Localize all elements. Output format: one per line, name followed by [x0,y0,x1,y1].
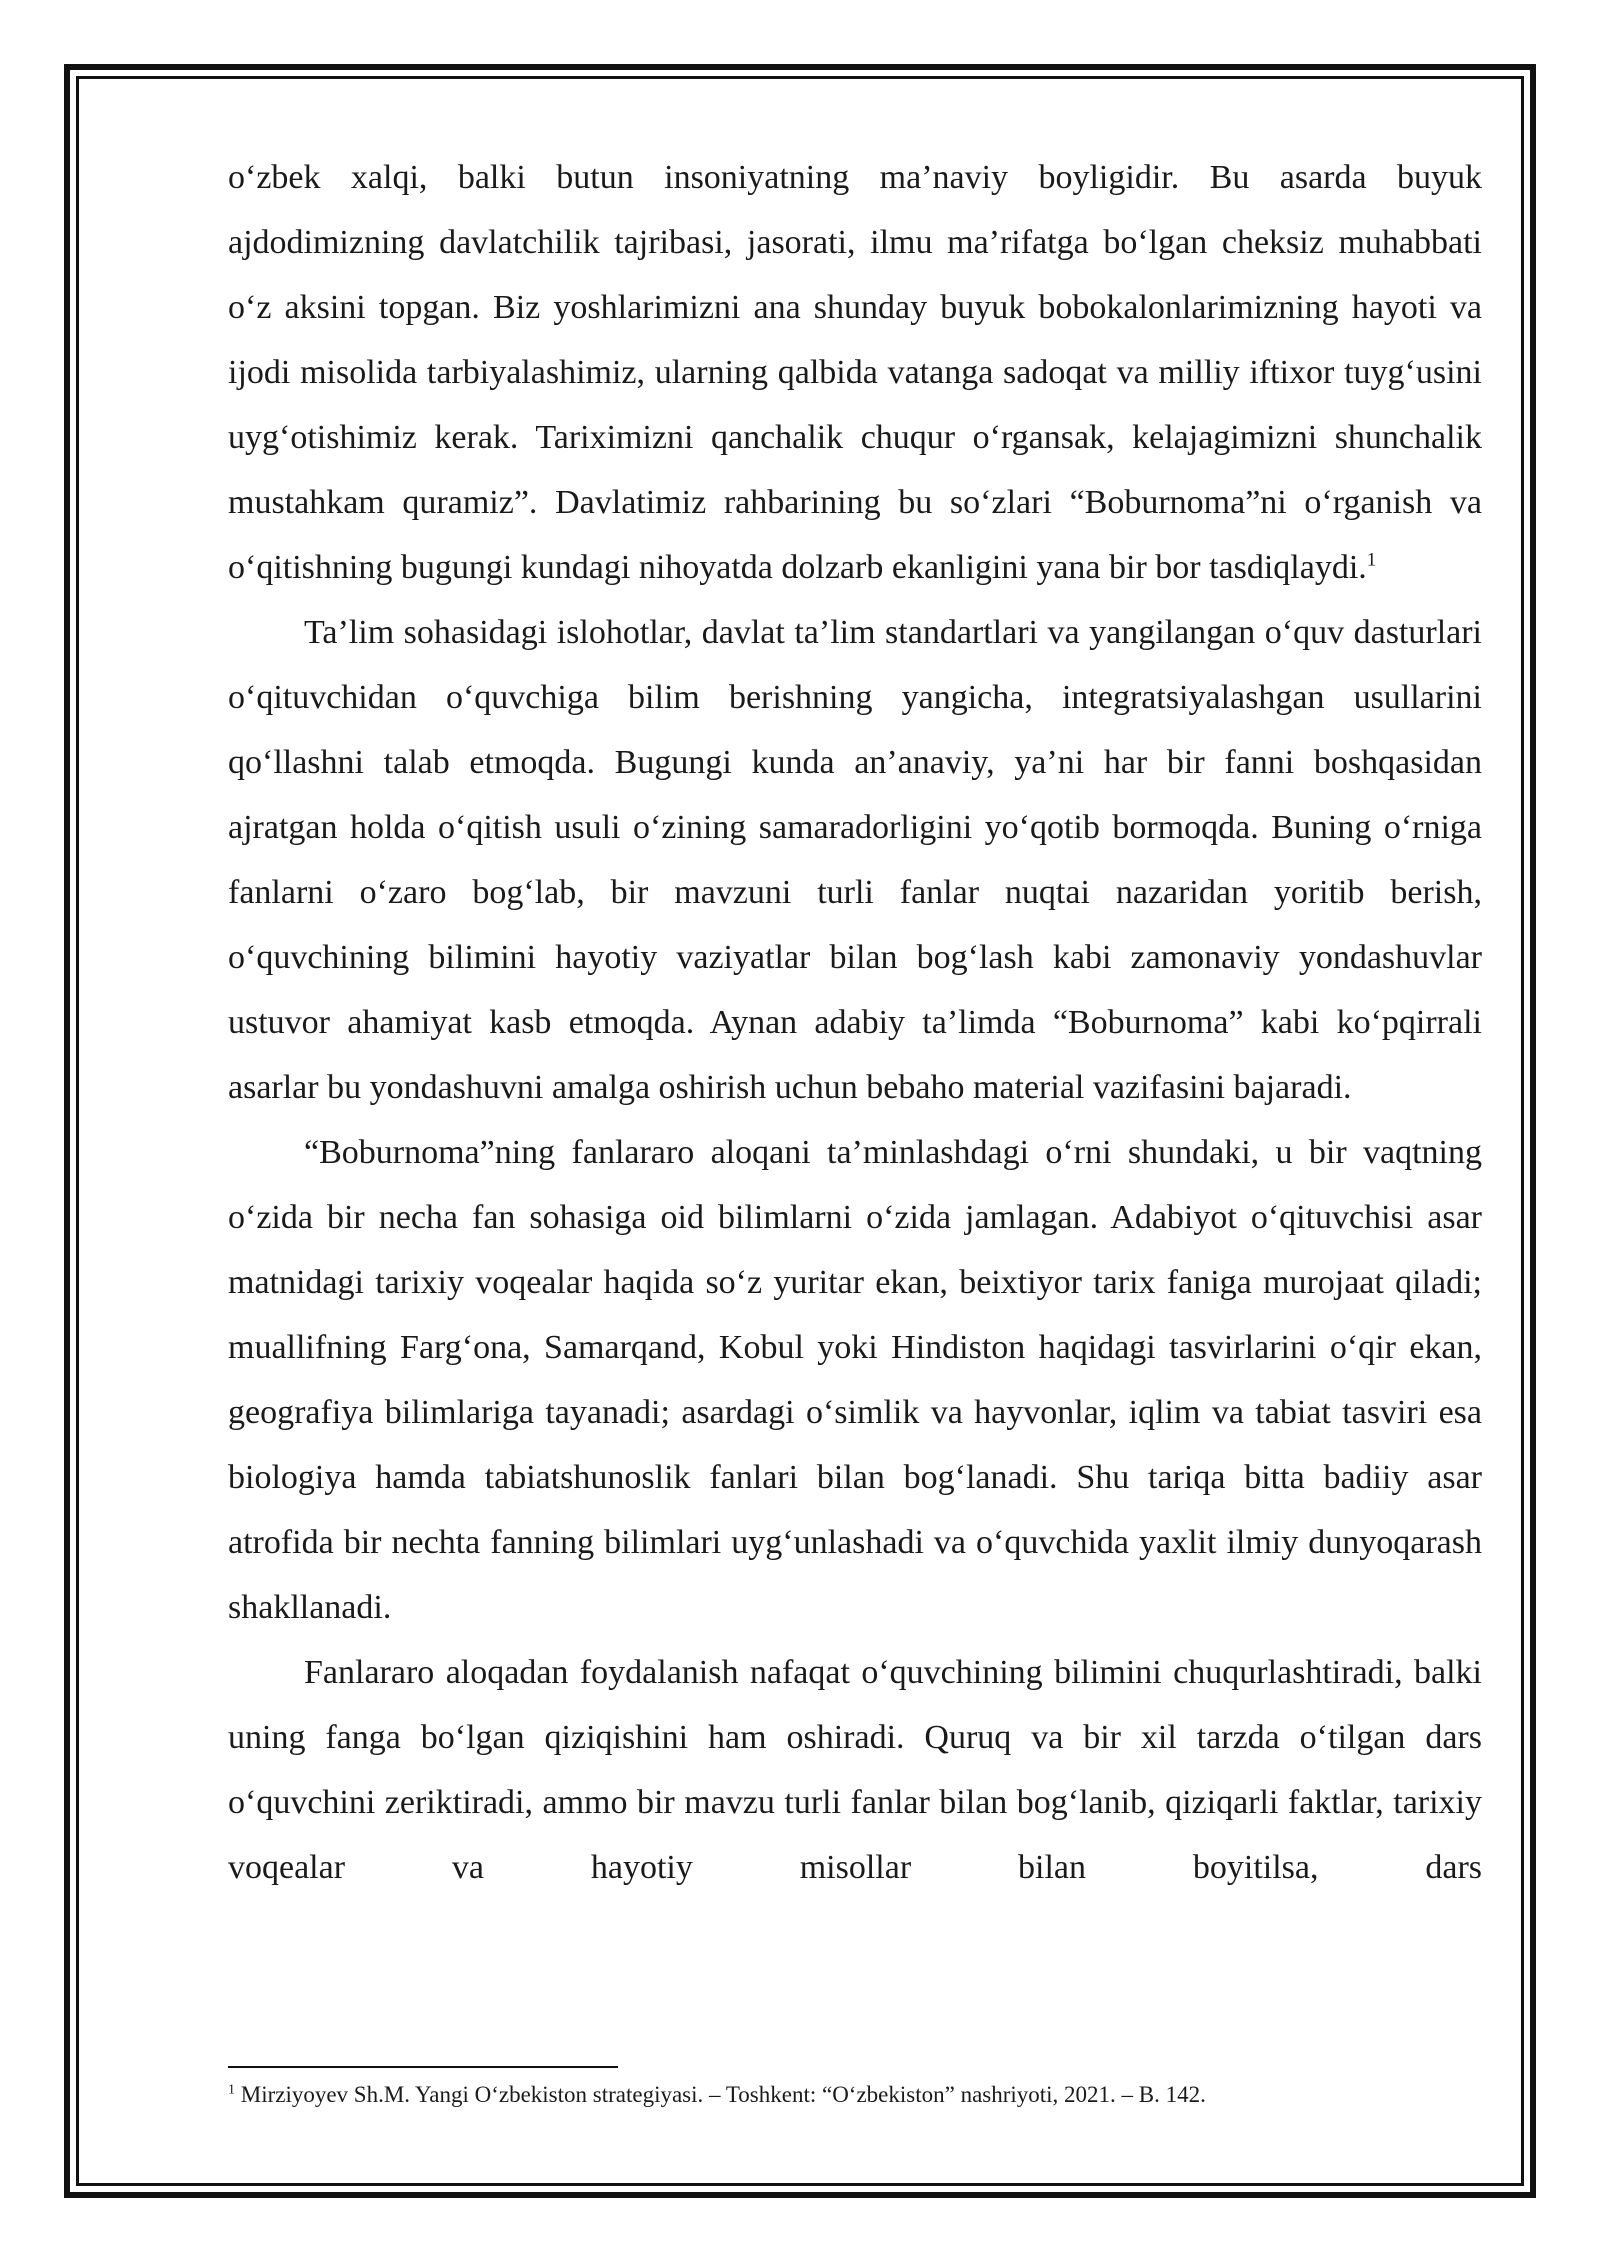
footnote-text: Mirziyoyev Sh.M. Yangi O‘zbekiston strategiyasi. – Toshkent: “O‘zbekiston” nashriyoti, 2021. – B. 142. [240,2082,1206,2107]
paragraph-3: “Boburnoma”ning fanlararo aloqani ta’minlashdagi o‘rni shundaki, u bir vaqtning o‘zida bir necha fan sohasiga oid bilimlarni o‘zida jamlagan. Adabiyot o‘qituvchisi asar matnidagi tarixiy voqealar haqida so‘z yuritar ekan, beixtiyor tarix faniga murojaat qiladi; muallifning Farg‘ona, Samarqand, Kobul yoki Hindiston haqidagi tasvirlarini o‘qir ekan, geografiya bilimlariga tayanadi; asardagi o‘simlik va hayvonlar, iqlim va tabiat tasviri esa biologiya hamda tabiatshunoslik fanlari bilan bog‘lanadi. Shu tariqa bitta badiiy asar atrofida bir nechta fanning bilimlari uyg‘unlashadi va o‘quvchida yaxlit ilmiy dunyoqarash shakllanadi. [228,1134,1482,1626]
paragraph-4: Fanlararo aloqadan foydalanish nafaqat o‘quvchining bilimini chuqurlashtiradi, balki uning fanga bo‘lgan qiziqishini ham oshiradi. Quruq va bir xil tarzda o‘tilgan dars o‘quvchini zeriktiradi, ammo bir mavzu turli fanlar bilan bog‘lanib, qiziqarli faktlar, tarixiy voqealar va hayotiy misollar bilan boyitilsa, dars [228,1654,1482,1886]
footnote-separator [228,2066,618,2068]
footnote-reference: 1 [1366,549,1377,571]
paragraph-1 [228,145,1482,600]
paragraph-2: Ta’lim sohasidagi islohotlar, davlat ta’lim standartlari va yangilangan o‘quv dasturlari o‘qituvchidan o‘quvchiga bilim berishning yangicha, integratsiyalashgan usullarini qo‘llashni talab etmoqda. Bugungi kunda an’anaviy, ya’ni har bir fanni boshqasidan ajratgan holda o‘qitish usuli o‘zining samaradorligini yo‘qotib bormoqda. Buning o‘rniga fanlarni o‘zaro bog‘lab, bir mavzuni turli fanlar nuqtai nazaridan yoritib berish, o‘quvchining bilimini hayotiy vaziyatlar bilan bog‘lash kabi zamonaviy yondashuvlar ustuvor ahamiyat kasb etmoqda. Aynan adabiy ta’limda “Boburnoma” kabi ko‘pqirrali asarlar bu yondashuvni amalga oshirish uchun bebaho material vazifasini bajaradi. [228,614,1482,1106]
footnote [228,2078,1482,2112]
paragraph-1-text: o‘zbek xalqi, balki butun insoniyatning ma’naviy boyligidir. Bu asarda buyuk ajdodimizning davlatchilik tajribasi, jasorati, ilmu ma’rifatga bo‘lgan cheksiz muhabbati o‘z aksini topgan. Biz yoshlarimizni ana shunday buyuk bobokalonlarimizning hayoti va ijodi misolida tarbiyalashimiz, ularning qalbida vatanga sadoqat va milliy iftixor tuyg‘usini uyg‘otishimiz kerak. Tariximizni qanchalik chuqur o‘rgansak, kelajagimizni shunchalik mustahkam quramiz”. Davlatimiz rahbarining bu so‘zlari “Boburnoma”ni o‘rganish va o‘qitishning bugungi kundagi nihoyatda dolzarb ekanligini yana bir bor tasdiqlaydi. [228,159,1482,586]
body-text [228,145,1482,1900]
footnote-marker: 1 [228,2082,235,2098]
